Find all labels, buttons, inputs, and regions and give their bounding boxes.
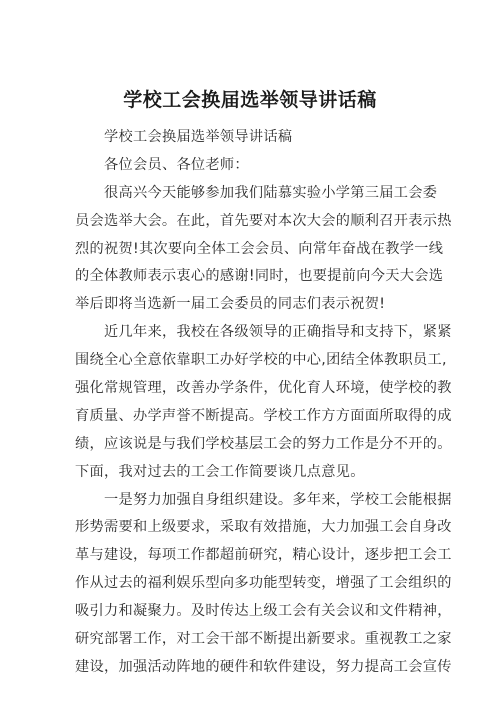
body-line: 绩，应该说是与我们学校基层工会的努力工作是分不开的。 <box>75 435 452 452</box>
body-line: 强化常规管理，改善办学条件，优化育人环境，使学校的教 <box>75 380 452 397</box>
body-line: 举后即将当选新一届工会委员的同志们表示祝贺! <box>75 296 386 313</box>
body-line: 革与建设，每项工作都超前研究，精心设计，逐步把工会工 <box>75 547 452 564</box>
body-line: 育质量、办学声誉不断提高。学校工作方方面面所取得的成 <box>75 407 452 424</box>
body-line-subtitle: 学校工会换届选举领导讲话稿 <box>104 129 293 145</box>
body-line: 吸引力和凝聚力。及时传达上级工会有关会议和文件精神， <box>75 603 452 620</box>
body-line: 形势需要和上级要求，采取有效措施，大力加强工会自身改 <box>75 519 452 536</box>
body-line: 一是努力加强自身组织建设。多年来，学校工会能根据 <box>104 491 452 508</box>
body-line: 很高兴今天能够参加我们陆慕实验小学第三届工会委 <box>104 184 438 201</box>
body-line: 员会选举大会。在此，首先要对本次大会的顺利召开表示热 <box>75 212 452 229</box>
body-line: 近几年来，我校在各级领导的正确指导和支持下，紧紧 <box>104 324 452 341</box>
document-title: 学校工会换届选举领导讲话稿 <box>123 89 377 111</box>
body-line: 研究部署工作，对工会干部不断提出新要求。重视教工之家 <box>75 631 452 648</box>
body-line: 的全体教师表示衷心的感谢!同时，也要提前向今天大会选 <box>75 268 444 285</box>
body-line-salutation: 各位会员、各位老师： <box>104 156 249 173</box>
body-line: 围绕全心全意依靠职工办好学校的中心,团结全体教职员工, <box>75 352 447 369</box>
body-line: 下面，我对过去的工会工作简要谈几点意见。 <box>75 463 365 480</box>
body-line: 建设，加强活动阵地的硬件和软件建设，努力提高工会宣传 <box>75 658 452 675</box>
body-line: 作从过去的福利娱乐型向多功能型转变，增强了工会组织的 <box>75 575 452 592</box>
document-body <box>75 124 496 682</box>
body-line: 烈的祝贺!其次要向全体工会会员、向常年奋战在教学一线 <box>75 240 444 257</box>
